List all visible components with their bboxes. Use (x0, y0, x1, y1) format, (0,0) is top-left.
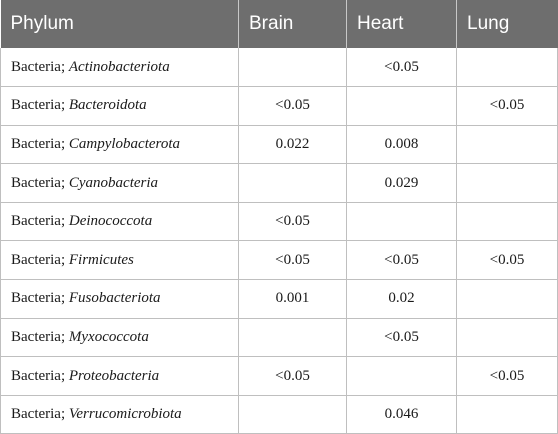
header-phylum: Phylum (1, 0, 239, 48)
table-row (1, 395, 558, 434)
phylum-name: Deinococcota (68, 213, 153, 230)
phylum-cell (1, 318, 239, 357)
table-row (1, 48, 558, 87)
lung-value (457, 202, 558, 241)
kingdom-prefix: Bacteria; (11, 174, 69, 191)
header-brain: Brain (239, 0, 347, 48)
phylum-name: Bacteroidota (68, 97, 147, 114)
table-row (1, 357, 558, 396)
lung-value: <0.05 (457, 357, 558, 396)
phylum-name: Actinobacteriota (68, 58, 170, 75)
phylum-cell (1, 87, 239, 126)
kingdom-prefix: Bacteria; (11, 97, 69, 114)
phylum-cell (1, 164, 239, 203)
lung-value (457, 318, 558, 357)
phylum-cell (1, 280, 239, 319)
table-row (1, 241, 558, 280)
lung-value (457, 125, 558, 164)
table-row (1, 318, 558, 357)
brain-value: <0.05 (239, 241, 347, 280)
lung-value: <0.05 (457, 87, 558, 126)
table-row (1, 202, 558, 241)
lung-value (457, 280, 558, 319)
lung-value (457, 48, 558, 87)
lung-value (457, 164, 558, 203)
phylum-name: Firmicutes (68, 251, 134, 268)
kingdom-prefix: Bacteria; (11, 367, 69, 384)
header-row (1, 0, 558, 48)
brain-value: <0.05 (239, 357, 347, 396)
kingdom-prefix: Bacteria; (11, 251, 69, 268)
lung-value: <0.05 (457, 241, 558, 280)
brain-value (239, 395, 347, 434)
brain-value: <0.05 (239, 87, 347, 126)
table-row (1, 280, 558, 319)
table-row (1, 87, 558, 126)
phylum-cell (1, 395, 239, 434)
phylum-name: Cyanobacteria (68, 174, 159, 191)
heart-value (347, 357, 457, 396)
kingdom-prefix: Bacteria; (11, 135, 69, 152)
heart-value (347, 87, 457, 126)
phylum-name: Verrucomicrobiota (68, 406, 182, 423)
phylum-cell (1, 48, 239, 87)
header-lung: Lung (457, 0, 558, 48)
table-row (1, 164, 558, 203)
kingdom-prefix: Bacteria; (11, 406, 69, 423)
lung-value (457, 395, 558, 434)
brain-value (239, 164, 347, 203)
heart-value: 0.02 (347, 280, 457, 319)
brain-value: 0.001 (239, 280, 347, 319)
phylum-cell (1, 202, 239, 241)
heart-value: 0.046 (347, 395, 457, 434)
kingdom-prefix: Bacteria; (11, 328, 69, 345)
heart-value: <0.05 (347, 318, 457, 357)
kingdom-prefix: Bacteria; (11, 213, 69, 230)
phylum-name: Proteobacteria (68, 367, 160, 384)
header-heart: Heart (347, 0, 457, 48)
brain-value (239, 48, 347, 87)
heart-value: 0.008 (347, 125, 457, 164)
heart-value: 0.029 (347, 164, 457, 203)
brain-value (239, 318, 347, 357)
brain-value: <0.05 (239, 202, 347, 241)
heart-value: <0.05 (347, 241, 457, 280)
heart-value: <0.05 (347, 48, 457, 87)
brain-value: 0.022 (239, 125, 347, 164)
phylum-name: Campylobacterota (68, 135, 180, 152)
phylum-cell (1, 357, 239, 396)
kingdom-prefix: Bacteria; (11, 58, 69, 75)
heart-value (347, 202, 457, 241)
phylum-name: Fusobacteriota (68, 290, 161, 307)
kingdom-prefix: Bacteria; (11, 290, 69, 307)
table-row (1, 125, 558, 164)
phylum-cell (1, 125, 239, 164)
phylum-name: Myxococcota (68, 328, 149, 345)
phylum-cell (1, 241, 239, 280)
